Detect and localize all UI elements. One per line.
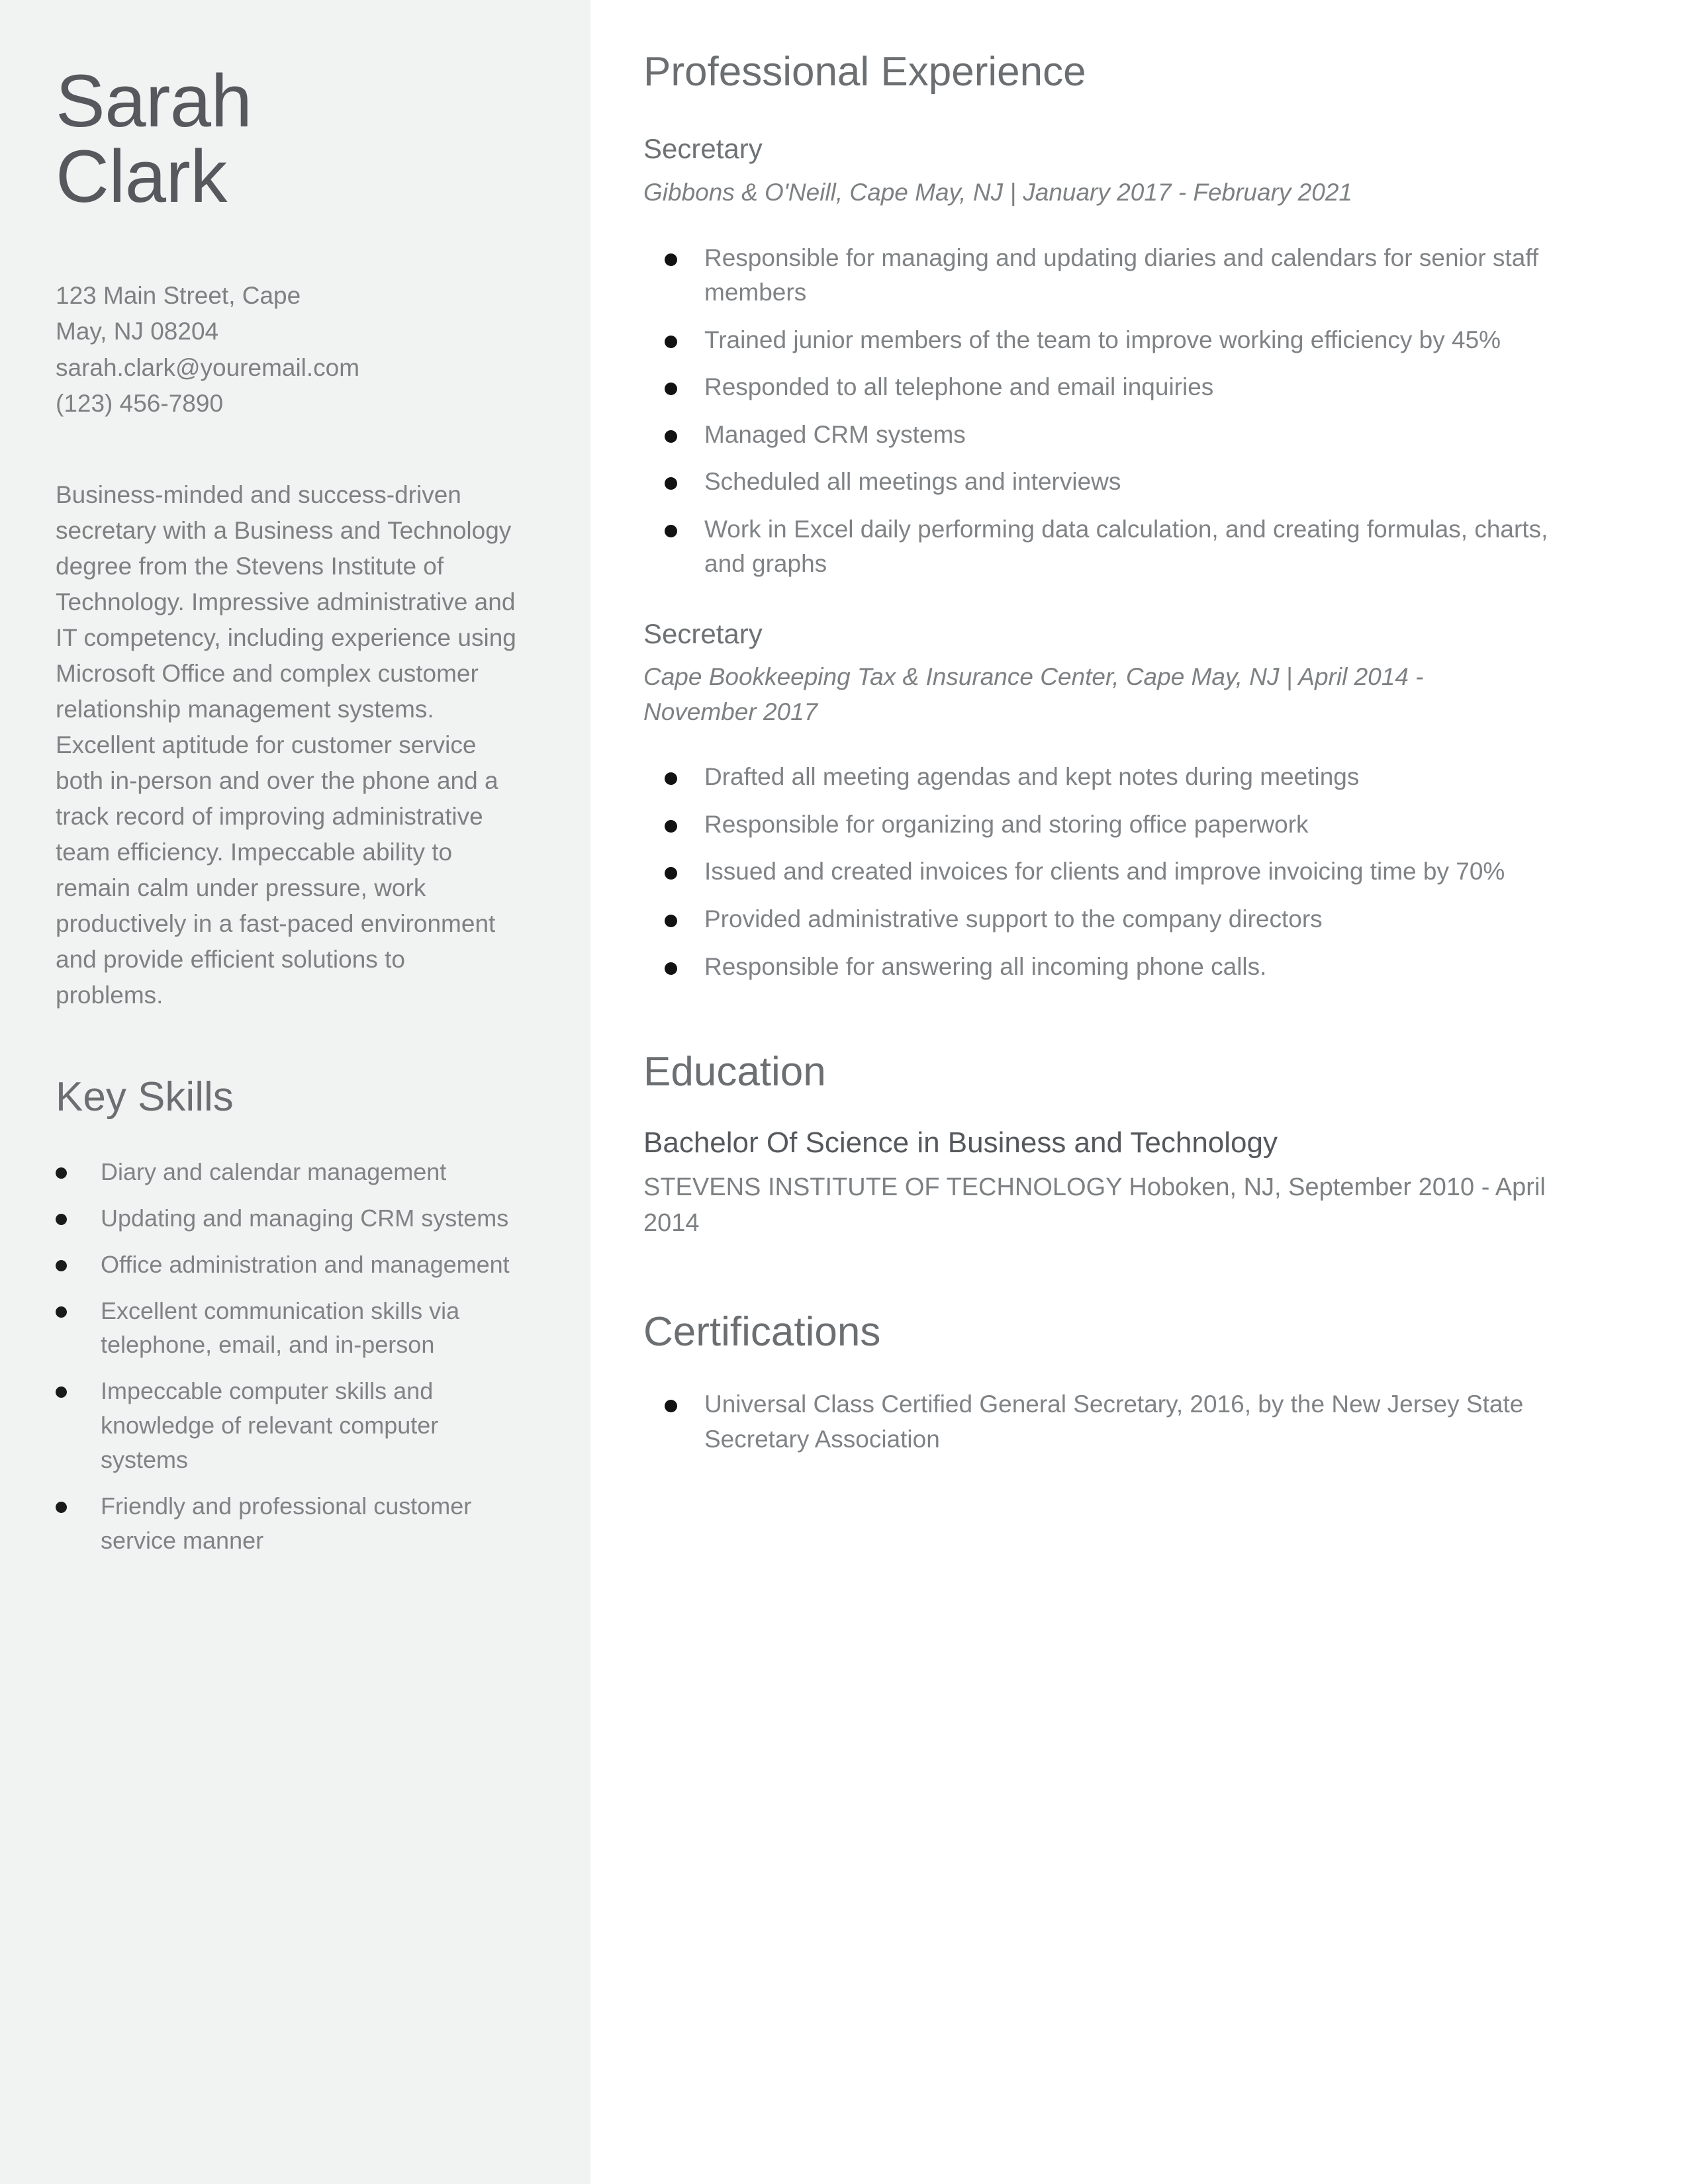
bullet-dot-icon <box>665 820 677 833</box>
candidate-name <box>56 60 527 218</box>
responsibility-text: Drafted all meeting agendas and kept notes during meetings <box>704 763 1360 791</box>
responsibility-text: Work in Excel daily performing data calculation, and creating formulas, charts, and graphs <box>704 515 1548 578</box>
list-item <box>643 760 1580 795</box>
key-skill-text: Friendly and professional customer service manner <box>101 1492 472 1554</box>
job-responsibilities-list <box>643 241 1589 582</box>
responsibility-text: Managed CRM systems <box>704 420 966 448</box>
responsibility-text: Trained junior members of the team to improve working efficiency by 45% <box>704 326 1501 353</box>
certifications-heading: Certifications <box>643 1308 881 1355</box>
contact-address-line-1: 123 Main Street, Cape <box>56 282 301 310</box>
bullet-dot-icon <box>56 1387 67 1398</box>
list-item <box>643 950 1580 985</box>
key-skills-list <box>56 1155 527 1557</box>
bullet-dot-icon <box>56 1502 67 1513</box>
list-item <box>56 1248 527 1282</box>
list-item <box>643 465 1580 500</box>
degree-title: Bachelor Of Science in Business and Technology <box>643 1126 1278 1160</box>
list-item <box>56 1201 527 1236</box>
bullet-dot-icon <box>665 525 677 537</box>
contact-info-block <box>56 278 527 421</box>
list-item <box>643 241 1580 310</box>
education-entry <box>643 1124 1589 1241</box>
list-item <box>643 1387 1580 1457</box>
key-skill-text: Excellent communication skills via telephone, email, and in-person <box>101 1297 460 1359</box>
list-item <box>643 323 1580 358</box>
certifications-list <box>643 1387 1589 1457</box>
list-item <box>643 854 1580 889</box>
bullet-dot-icon <box>665 383 677 395</box>
list-item <box>643 807 1580 842</box>
certification-text: Universal Class Certified General Secretary, 2016, by the New Jersey State Secretary Association <box>704 1390 1524 1453</box>
contact-address-line-2: May, NJ 08204 <box>56 318 219 345</box>
bullet-dot-icon <box>665 430 677 443</box>
bullet-dot-icon <box>665 867 677 880</box>
list-item <box>56 1294 527 1363</box>
key-skill-text: Office administration and management <box>101 1250 510 1278</box>
job-title: Secretary <box>643 617 763 649</box>
bullet-dot-icon <box>56 1167 67 1179</box>
bullet-dot-icon <box>56 1306 67 1318</box>
main-content <box>590 0 1688 2184</box>
responsibility-text: Responded to all telephone and email inquiries <box>704 373 1214 401</box>
responsibility-text: Responsible for answering all incoming phone calls. <box>704 952 1267 980</box>
list-item <box>56 1374 527 1477</box>
key-skills-heading: Key Skills <box>56 1073 234 1120</box>
responsibility-text: Scheduled all meetings and interviews <box>704 468 1121 496</box>
job-company-and-dates: Gibbons & O'Neill, Cape May, NJ | January 2017 - February 2021 <box>643 178 1352 206</box>
bullet-dot-icon <box>665 962 677 975</box>
contact-phone[interactable]: (123) 456-7890 <box>56 389 224 417</box>
job-company-and-dates: Cape Bookkeeping Tax & Insurance Center, Cape May, NJ | April 2014 - November 2017 <box>643 663 1424 725</box>
bullet-dot-icon <box>665 336 677 348</box>
professional-experience-heading: Professional Experience <box>643 49 1086 95</box>
bullet-dot-icon <box>56 1214 67 1225</box>
key-skill-text: Diary and calendar management <box>101 1158 447 1186</box>
bullet-dot-icon <box>665 1400 677 1412</box>
responsibility-text: Issued and created invoices for clients and improve invoicing time by 70% <box>704 858 1505 886</box>
education-heading: Education <box>643 1049 826 1095</box>
contact-email[interactable]: sarah.clark@youremail.com <box>56 353 360 381</box>
school-and-dates: STEVENS INSTITUTE OF TECHNOLOGY Hoboken, NJ, September 2010 - April 2014 <box>643 1173 1546 1237</box>
candidate-first-name: Sarah <box>56 60 252 142</box>
bullet-dot-icon <box>56 1260 67 1271</box>
bullet-dot-icon <box>665 915 677 927</box>
responsibility-text: Responsible for managing and updating diaries and calendars for senior staff members <box>704 244 1539 306</box>
key-skill-text: Updating and managing CRM systems <box>101 1204 509 1232</box>
key-skill-text: Impeccable computer skills and knowledge of relevant computer systems <box>101 1377 439 1473</box>
responsibility-text: Responsible for organizing and storing office paperwork <box>704 810 1309 838</box>
list-item <box>56 1155 527 1189</box>
job-responsibilities-list <box>643 760 1589 984</box>
professional-summary: Business-minded and success-driven secretary with a Business and Technology degree from the Stevens Institute of Technology. Impressive administrative and IT competency, including experience using Microsoft Office and complex customer relationship management systems. Excellent aptitude for customer service both in-person and over the phone and a track record of improving administrative team efficiency. Impeccable ability to remain calm under pressure, work productively in a fast-paced environment and provide efficient solutions to problems. <box>56 480 516 1009</box>
responsibility-text: Provided administrative support to the company directors <box>704 905 1323 933</box>
sidebar-panel <box>0 0 590 2184</box>
bullet-dot-icon <box>665 253 677 266</box>
list-item <box>643 512 1580 582</box>
list-item <box>643 418 1580 453</box>
experience-entry <box>643 616 1589 984</box>
list-item <box>643 902 1580 937</box>
experience-entry <box>643 131 1589 581</box>
list-item <box>643 370 1580 405</box>
bullet-dot-icon <box>665 477 677 490</box>
bullet-dot-icon <box>665 772 677 785</box>
candidate-last-name: Clark <box>56 135 227 218</box>
job-title: Secretary <box>643 133 763 165</box>
list-item <box>56 1489 527 1558</box>
